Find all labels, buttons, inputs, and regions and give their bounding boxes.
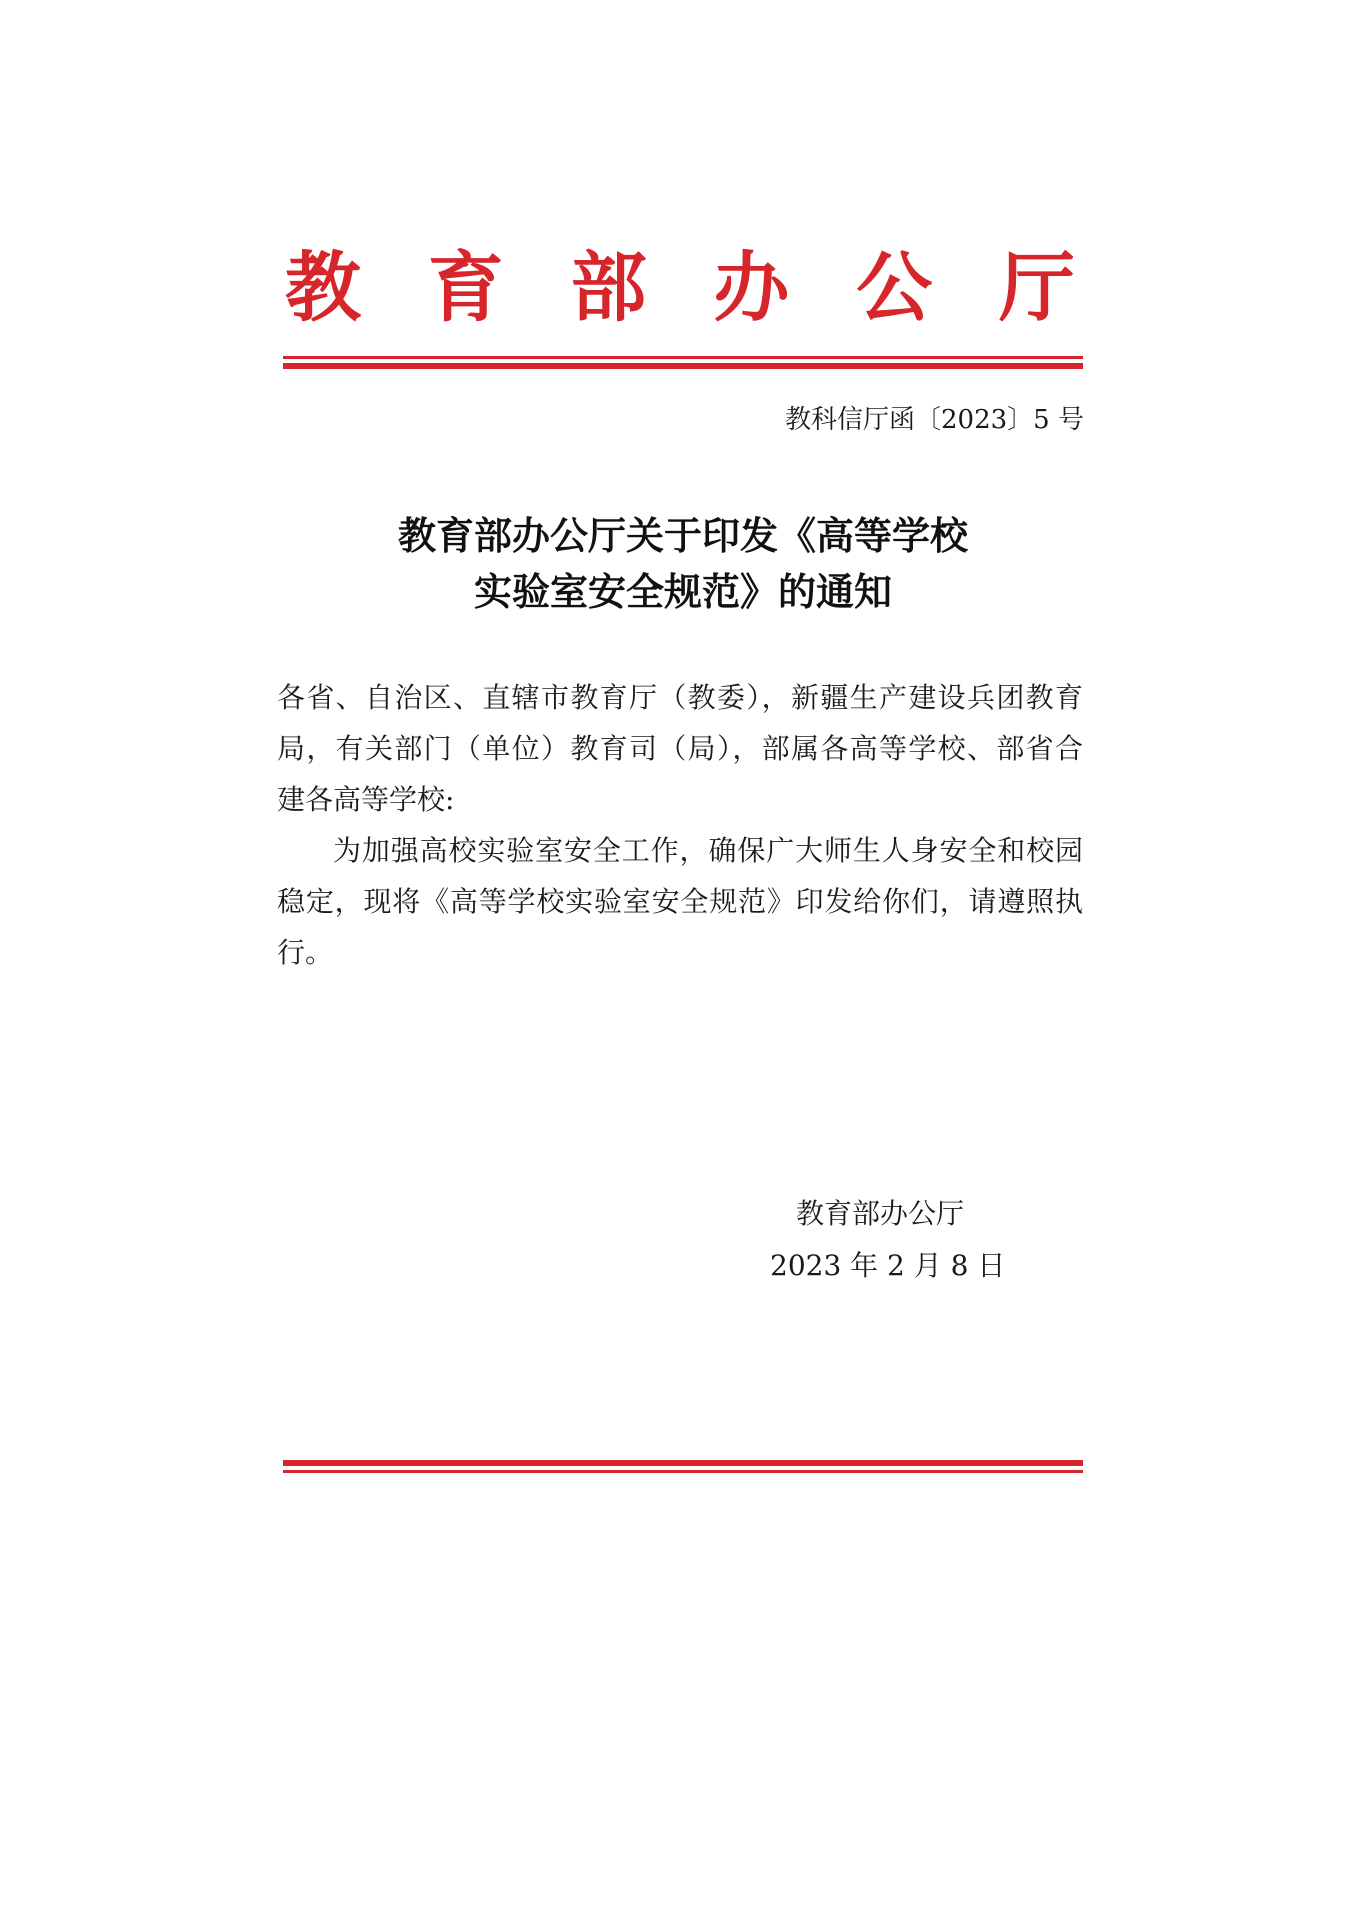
signature-date: 2023 年 2 月 8 日 [770,1249,1006,1282]
document-number: 教科信厅函〔2023〕5 号 [785,405,1084,435]
footer-divider [283,1460,1083,1473]
addressee [277,672,1083,825]
header-divider [283,356,1083,369]
issuer-char: 部 [570,243,647,332]
title-line-1: 教育部办公厅关于印发《高等学校 [397,513,968,558]
title-line-2: 实验室安全规范》的通知 [473,569,892,614]
divider-thick-line [283,363,1083,369]
issuer-char: 教 [285,243,361,332]
issuer-header [285,238,1075,338]
paragraph-line-2: 稳定，现将《高等学校实验室安全规范》印发给你们，请遵照执 [277,885,1083,918]
divider-thin-line [283,1470,1083,1473]
paragraph-line-1: 为加强高校实验室安全工作，确保广大师生人身安全和校园 [333,834,1083,867]
issuer-char: 育 [427,243,504,332]
document-body [277,672,1083,978]
signature-org: 教育部办公厅 [795,1197,964,1230]
body-paragraph [277,825,1083,978]
issuer-char: 厅 [998,243,1075,332]
issuer-char: 办 [713,243,790,332]
addressee-line-2: 局，有关部门（单位）教育司（局），部属各高等学校、部省合 [277,732,1083,765]
document-title [283,508,1083,620]
signature-block [770,1188,1006,1292]
addressee-line-3: 建各高等学校: [277,783,455,816]
issuer-char: 公 [856,243,933,332]
paragraph-line-3: 行。 [277,936,334,969]
addressee-line-1: 各省、自治区、直辖市教育厅（教委），新疆生产建设兵团教育 [277,681,1083,714]
